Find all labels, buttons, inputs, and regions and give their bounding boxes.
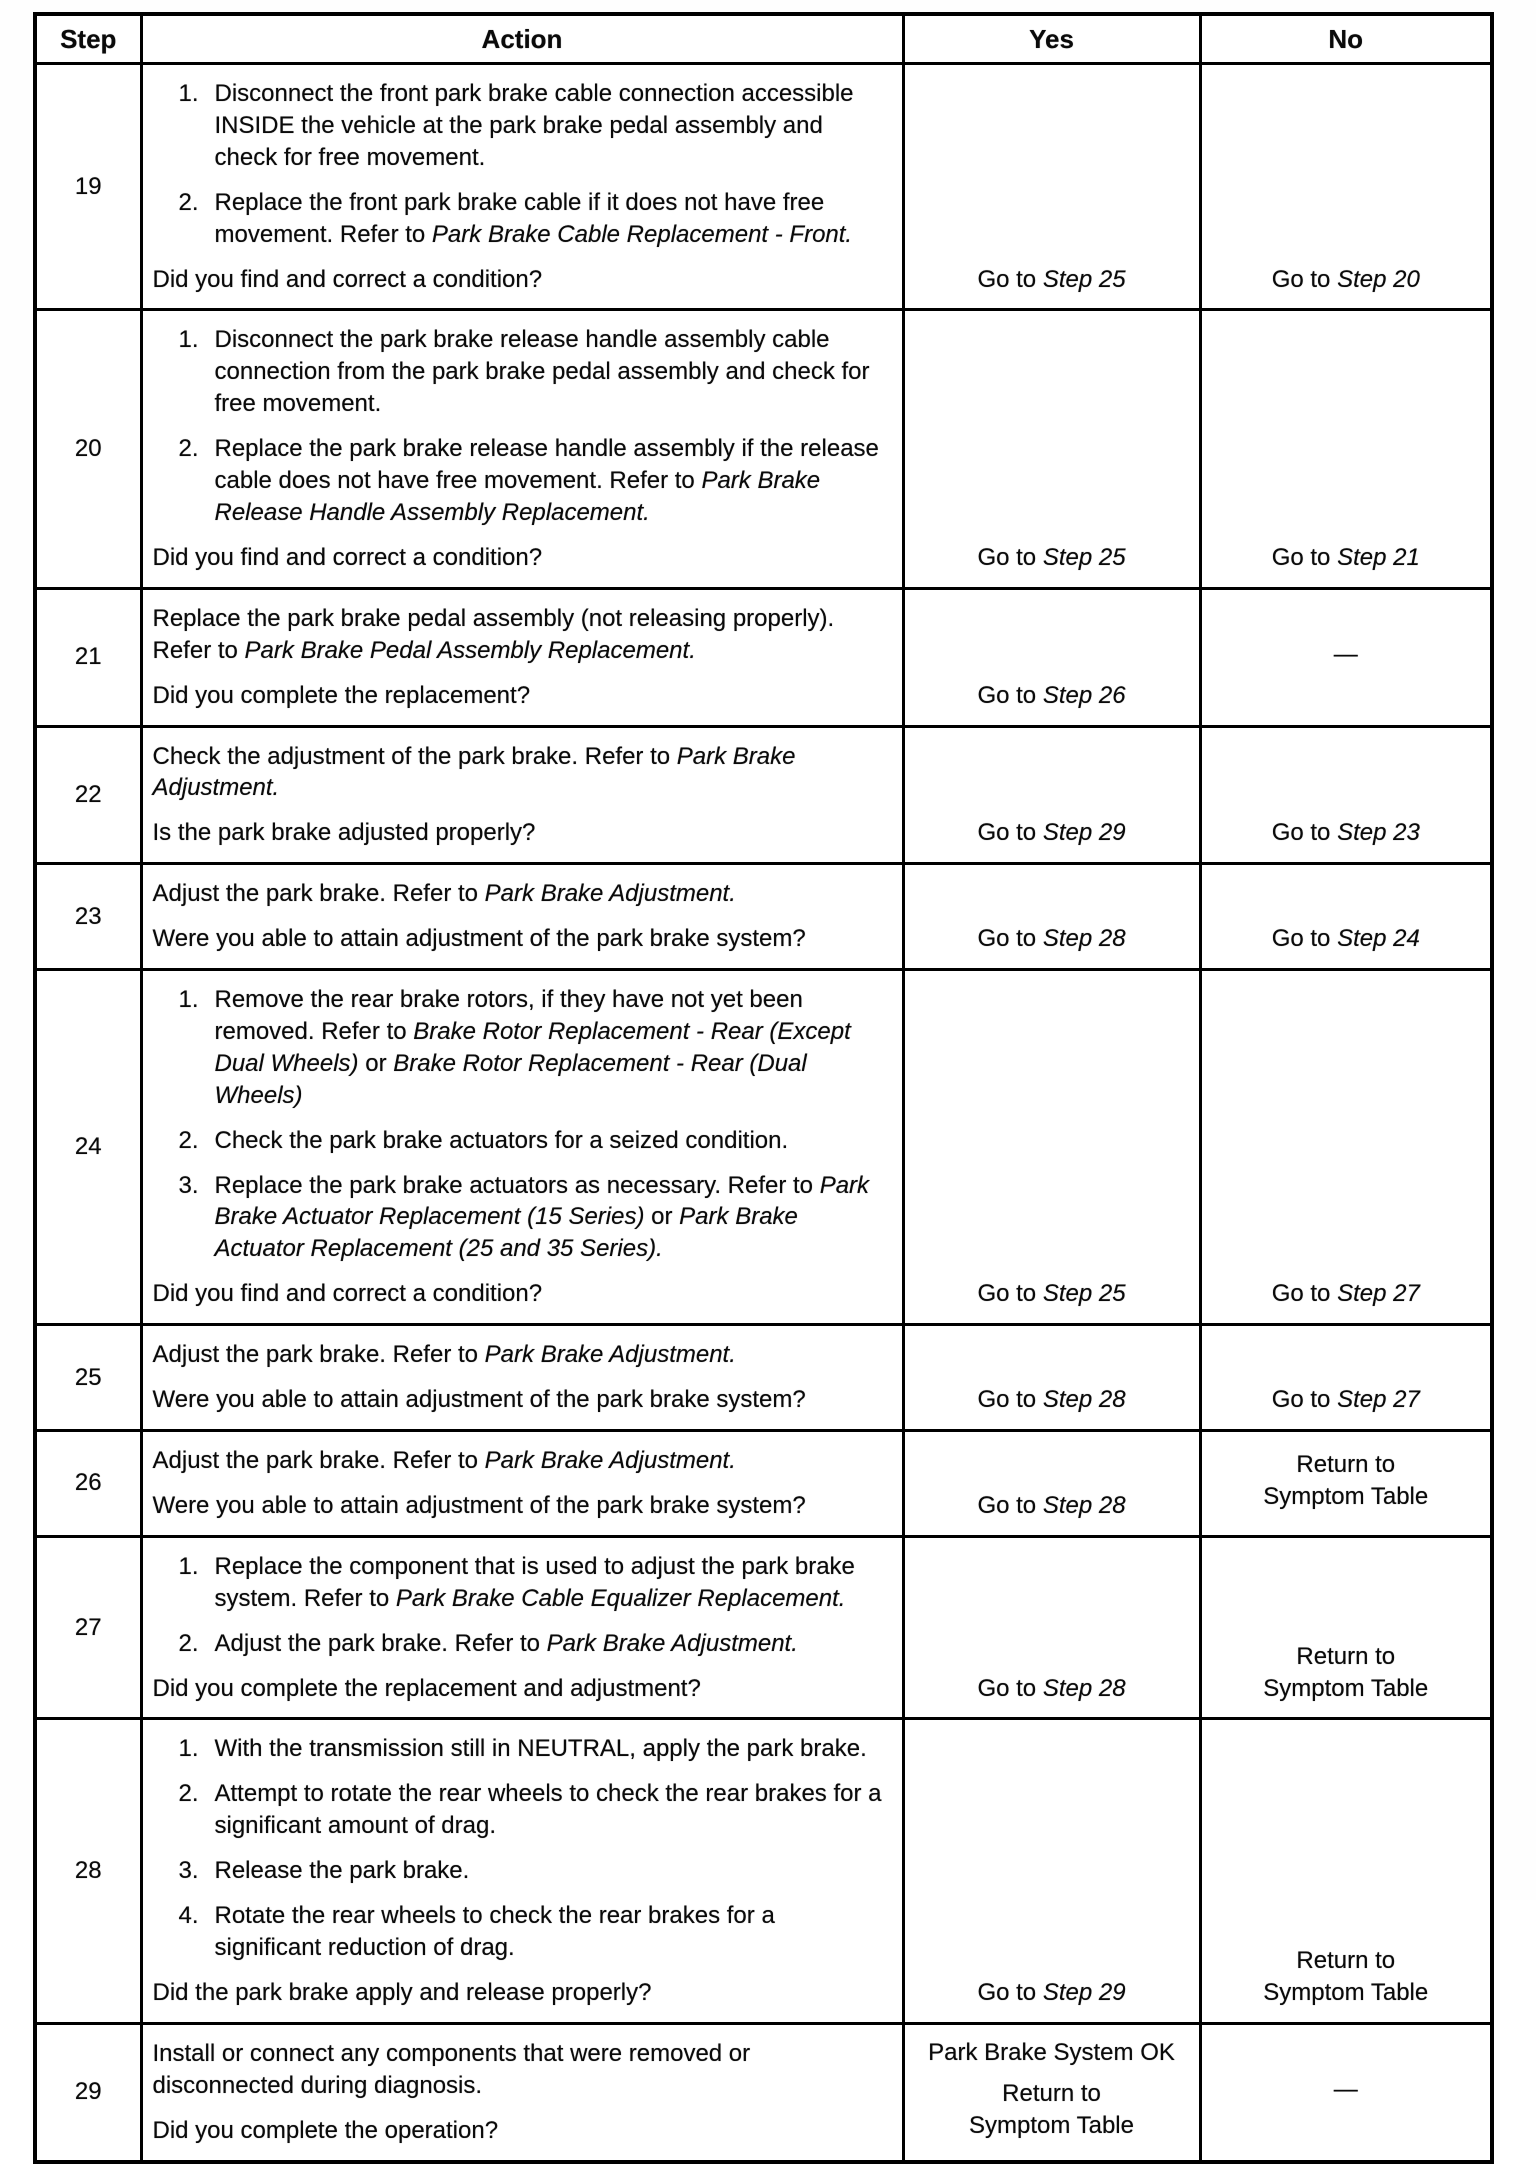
no-cell (1200, 1536, 1492, 1719)
action-paragraph: Check the adjustment of the park brake. Refer to Park Brake Adjustment. (152, 742, 796, 802)
cell-line: Go to Step 29 (977, 1978, 1126, 2006)
action-item (153, 1855, 888, 1887)
action-cell (141, 310, 903, 588)
action-item (153, 1170, 888, 1266)
no-cell (1200, 1719, 1492, 2023)
item-text: Attempt to rotate the rear wheels to check the rear brakes for a significant amount of drag. (214, 1780, 882, 1840)
cell-line: Go to Step 29 (977, 819, 1126, 847)
action-paragraph: Adjust the park brake. Refer to Park Brake Adjustment. (152, 1341, 736, 1369)
cell-line: Return to Symptom Table (1263, 1946, 1429, 2006)
item-number: 2. (178, 188, 199, 216)
action-item (153, 78, 888, 174)
item-number: 3. (178, 1171, 199, 1199)
no-cell (1200, 864, 1492, 970)
cell-line: Go to Step 28 (977, 1386, 1126, 1414)
action-paragraph: Adjust the park brake. Refer to Park Brake Adjustment. (152, 880, 736, 908)
cell-line: Go to Step 28 (977, 925, 1126, 953)
step-cell: 25 (35, 1325, 141, 1431)
cell-line: Return to Symptom Table (1263, 1642, 1429, 1702)
action-item (153, 1628, 888, 1660)
col-header-step: Step (35, 14, 141, 64)
cell-line: Go to Step 23 (1271, 819, 1420, 847)
step-cell: 19 (35, 64, 141, 310)
action-question: Is the park brake adjusted properly? (152, 819, 536, 847)
action-cell (141, 64, 903, 310)
no-cell (1200, 310, 1492, 588)
table-row (35, 864, 1492, 970)
table-row (35, 1719, 1492, 2023)
yes-cell (903, 726, 1200, 864)
step-cell: 29 (35, 2023, 141, 2161)
cell-line: Go to Step 26 (977, 681, 1126, 709)
step-cell: 28 (35, 1719, 141, 2023)
item-text: Rotate the rear wheels to check the rear brakes for a significant reduction of drag. (214, 1902, 775, 1961)
action-item (153, 1125, 888, 1157)
action-question: Were you able to attain adjustment of the park brake system? (152, 925, 806, 953)
action-question: Did you complete the replacement and adjustment? (152, 1674, 701, 1702)
action-question: Were you able to attain adjustment of the park brake system? (152, 1386, 806, 1414)
step-cell: 26 (35, 1431, 141, 1537)
item-number: 1. (178, 986, 199, 1014)
action-item (153, 1900, 888, 1964)
yes-cell (903, 1719, 1200, 2023)
action-paragraph: Install or connect any components that were removed or disconnected during diagnosis. (152, 2039, 751, 2099)
no-cell (1200, 64, 1492, 310)
item-number: 2. (178, 1780, 199, 1808)
no-cell (1200, 1431, 1492, 1537)
no-cell (1200, 588, 1492, 726)
cell-line: Go to Step 28 (977, 1674, 1126, 1702)
yes-cell (903, 588, 1200, 726)
no-cell (1200, 2023, 1492, 2161)
step-cell: 23 (35, 864, 141, 970)
table-row (35, 726, 1492, 864)
diagnostic-table (33, 12, 1494, 2164)
cell-line: Go to Step 28 (977, 1491, 1126, 1519)
table-row (35, 1325, 1492, 1431)
cell-line: Go to Step 25 (977, 265, 1126, 293)
col-header-yes: Yes (903, 14, 1200, 64)
cell-line: Park Brake System OK (928, 2039, 1175, 2067)
action-item (153, 1551, 888, 1615)
cell-line: Go to Step 24 (1271, 925, 1420, 953)
table-row (35, 2023, 1492, 2161)
action-item (153, 984, 888, 1112)
table-row (35, 1431, 1492, 1537)
table-row (35, 588, 1492, 726)
action-item (153, 1778, 888, 1842)
item-number: 3. (178, 1857, 199, 1885)
action-cell (141, 1719, 903, 2023)
item-text: Disconnect the front park brake cable connection accessible INSIDE the vehicle at the park brake pedal assembly and check for free movement. (214, 80, 854, 171)
action-cell (141, 1325, 903, 1431)
step-cell: 21 (35, 588, 141, 726)
item-text: With the transmission still in NEUTRAL, apply the park brake. (214, 1735, 867, 1763)
item-text: Replace the front park brake cable if it does not have free movement. Refer to Park Brake Cable Replacement - Front. (214, 188, 853, 248)
step-cell: 22 (35, 726, 141, 864)
yes-cell (903, 2023, 1200, 2161)
action-question: Were you able to attain adjustment of the park brake system? (152, 1491, 806, 1519)
item-number: 2. (178, 1629, 199, 1657)
table-row (35, 310, 1492, 588)
action-item (153, 433, 888, 529)
cell-line: Go to Step 27 (1271, 1280, 1420, 1308)
cell-line: Go to Step 21 (1271, 543, 1420, 571)
action-cell (141, 1431, 903, 1537)
action-question: Did you complete the replacement? (152, 681, 531, 709)
table-row (35, 64, 1492, 310)
col-header-action: Action (141, 14, 903, 64)
cell-line: — (1333, 640, 1358, 668)
yes-cell (903, 970, 1200, 1325)
item-number: 1. (178, 326, 199, 354)
item-number: 1. (178, 1735, 199, 1763)
item-text: Check the park brake actuators for a seized condition. (214, 1126, 789, 1154)
action-cell (141, 970, 903, 1325)
item-text: Disconnect the park brake release handle assembly cable connection from the park brake pedal assembly and check for free movement. (214, 326, 870, 418)
table-header-row (35, 14, 1492, 64)
action-item (153, 1733, 888, 1765)
action-cell (141, 1536, 903, 1719)
action-cell (141, 588, 903, 726)
item-text: Remove the rear brake rotors, if they have not yet been removed. Refer to Brake Rotor Replacement - Rear (Except Dual Wheels) or Brake Rotor Replacement - Rear (Dual Wheels) (214, 986, 851, 1109)
action-paragraph: Replace the park brake pedal assembly (not releasing properly). Refer to Park Brake Pedal Assembly Replacement. (152, 604, 835, 664)
action-item (153, 324, 888, 420)
item-number: 2. (178, 435, 199, 463)
item-number: 1. (178, 1552, 199, 1580)
table-row (35, 970, 1492, 1325)
cell-line: Go to Step 25 (977, 543, 1126, 571)
step-cell: 24 (35, 970, 141, 1325)
action-question: Did you find and correct a condition? (152, 1280, 543, 1308)
action-paragraph: Adjust the park brake. Refer to Park Brake Adjustment. (152, 1447, 736, 1474)
cell-line: — (1333, 2075, 1358, 2103)
item-number: 4. (178, 1902, 199, 1930)
cell-line: Go to Step 25 (977, 1280, 1126, 1308)
action-question: Did you complete the operation? (152, 2116, 499, 2144)
action-cell (141, 726, 903, 864)
no-cell (1200, 726, 1492, 864)
yes-cell (903, 1325, 1200, 1431)
col-header-no: No (1200, 14, 1492, 64)
item-text: Replace the component that is used to adjust the park brake system. Refer to Park Brake Cable Equalizer Replacement. (214, 1552, 855, 1612)
yes-cell (903, 310, 1200, 588)
item-number: 1. (178, 80, 199, 107)
action-cell (141, 864, 903, 970)
yes-cell (903, 64, 1200, 310)
action-cell (141, 2023, 903, 2161)
cell-line: Go to Step 20 (1271, 265, 1420, 293)
cell-line: Return to Symptom Table (1263, 1451, 1429, 1510)
action-question: Did the park brake apply and release properly? (152, 1978, 652, 2006)
item-text: Adjust the park brake. Refer to Park Brake Adjustment. (214, 1629, 798, 1657)
table-row (35, 1536, 1492, 1719)
action-question: Did you find and correct a condition? (152, 265, 543, 293)
item-text: Release the park brake. (214, 1857, 470, 1885)
no-cell (1200, 970, 1492, 1325)
item-text: Replace the park brake release handle assembly if the release cable does not have free movement. Refer to Park Brake Release Handle Assembly Replacement. (214, 435, 879, 526)
yes-cell (903, 1431, 1200, 1537)
cell-line: Return to Symptom Table (969, 2080, 1134, 2140)
step-cell: 20 (35, 310, 141, 588)
yes-cell (903, 864, 1200, 970)
yes-cell (903, 1536, 1200, 1719)
table-body (35, 64, 1492, 2162)
no-cell (1200, 1325, 1492, 1431)
step-cell: 27 (35, 1536, 141, 1719)
action-item (153, 187, 888, 251)
action-question: Did you find and correct a condition? (152, 543, 543, 571)
item-number: 2. (178, 1126, 199, 1154)
cell-line: Go to Step 27 (1271, 1386, 1420, 1414)
item-text: Replace the park brake actuators as necessary. Refer to Park Brake Actuator Replacement (15 Series) or Park Brake Actuator Replacement (25 and 35 Series). (214, 1171, 870, 1263)
